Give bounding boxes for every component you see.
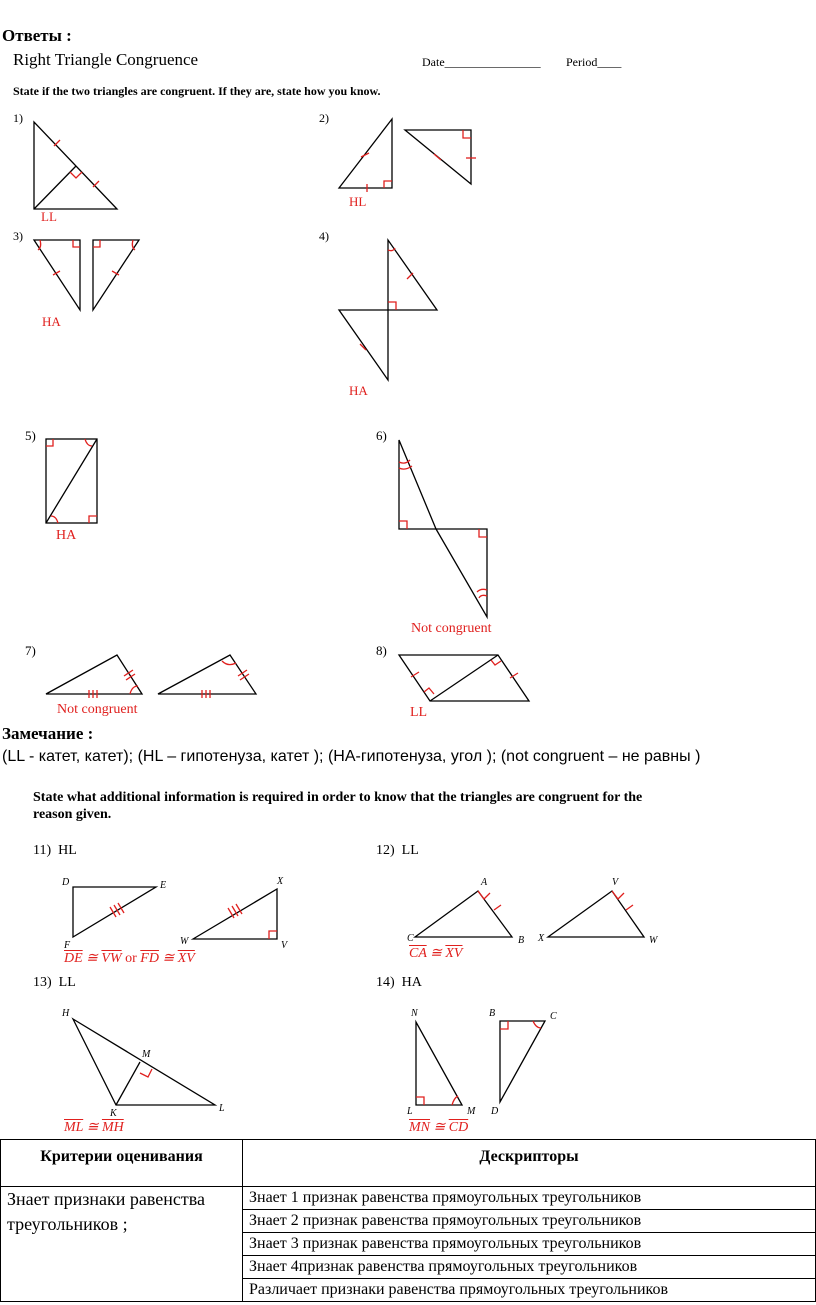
descriptor-row: Знает 4признак равенства прямоугольных треугольников: [243, 1256, 816, 1279]
problem-number: 7): [25, 643, 36, 658]
problem-number: 3): [13, 229, 23, 243]
vertex-label: W: [649, 935, 658, 946]
vertex-label: X: [277, 876, 284, 887]
problem-number: 1): [13, 111, 23, 125]
figure-2: [339, 119, 476, 192]
figure-1: [34, 122, 117, 209]
vertex-label: L: [407, 1106, 413, 1117]
answers-title: Ответы :: [2, 26, 72, 45]
descriptor-row: Знает 1 признак равенства прямоугольных треугольников: [243, 1187, 816, 1210]
figure-5: [46, 439, 97, 523]
answer-label: Not congruent: [57, 702, 138, 717]
criteria-table: [0, 1139, 816, 1302]
problem-number: 5): [25, 428, 36, 443]
answer-label: LL: [410, 705, 428, 720]
vertex-label: C: [550, 1011, 557, 1022]
period-label: Period____: [566, 55, 622, 69]
descriptors-header: Дескрипторы: [243, 1140, 816, 1187]
vertex-label: B: [518, 935, 525, 946]
instruction-additional-line2: reason given.: [33, 807, 112, 822]
figure-3: [34, 240, 139, 310]
note-title: Замечание :: [2, 724, 94, 743]
figure-14: [416, 1021, 545, 1105]
date-label: Date________________: [422, 55, 541, 69]
item-11-header: 11) HL: [33, 843, 77, 858]
vertex-label: B: [489, 1008, 496, 1019]
vertex-label: D: [491, 1106, 499, 1117]
problem-number: 6): [376, 428, 387, 443]
vertex-label: W: [180, 936, 189, 947]
answer-label: Not congruent: [411, 621, 492, 636]
figure-13: [73, 1019, 215, 1105]
figure-11: [73, 887, 277, 939]
vertex-label: C: [407, 933, 414, 944]
item-14-header: 14) HA: [376, 975, 422, 990]
problem-number: 4): [319, 229, 329, 243]
vertex-label: K: [110, 1108, 117, 1119]
figure-6: [399, 440, 487, 617]
descriptor-row: Различает признаки равенства прямоугольных треугольников: [243, 1279, 816, 1302]
item-12-header: 12) LL: [376, 843, 419, 858]
vertex-label: E: [160, 880, 167, 891]
problem-number: 2): [319, 111, 329, 125]
vertex-label: V: [612, 877, 619, 888]
answer-11: $\overline{DE}$ ≅ $\overline{VW}$ or $\overline{FD}$ ≅ $\overline{XV}$: [64, 951, 195, 966]
vertex-label: A: [481, 877, 488, 888]
answer-label: LL: [41, 209, 57, 224]
answer-label: HA: [42, 314, 61, 329]
figure-7: [46, 655, 256, 698]
figure-4: [339, 240, 437, 380]
criteria-header: Критерии оценивания: [1, 1140, 243, 1187]
descriptor-row: Знает 2 признак равенства прямоугольных треугольников: [243, 1210, 816, 1233]
item-13-header: 13) LL: [33, 975, 76, 990]
answer-label: HA: [56, 528, 77, 543]
note-text: (LL - катет, катет); (HL – гипотенуза, катет ); (HA-гипотенуза, угол ); (not congruent – не равны ): [2, 748, 701, 765]
answer-13: $\overline{ML}$ ≅ $\overline{MH}$: [64, 1120, 124, 1135]
instruction-congruence: State if the two triangles are congruent. If they are, state how you know.: [13, 84, 381, 98]
answer-label: HA: [349, 383, 368, 398]
vertex-label: L: [219, 1103, 225, 1114]
problem-number: 8): [376, 643, 387, 658]
answer-14: $\overline{MN}$ ≅ $\overline{CD}$: [409, 1120, 469, 1135]
worksheet-title: Right Triangle Congruence: [13, 50, 199, 69]
vertex-label: N: [411, 1008, 418, 1019]
criterion-cell: Знает признаки равенства треугольников ;: [1, 1187, 243, 1302]
vertex-label: F: [64, 940, 71, 951]
vertex-label: D: [62, 877, 70, 888]
descriptor-row: Знает 3 признак равенства прямоугольных треугольников: [243, 1233, 816, 1256]
figure-8: [399, 655, 529, 701]
figure-12: [415, 891, 644, 937]
vertex-label: M: [142, 1049, 151, 1060]
instruction-additional-line1: State what additional information is required in order to know that the triangles are congruent for the: [33, 790, 643, 805]
answer-12: $\overline{CA}$ ≅ $\overline{XV}$: [409, 946, 463, 961]
vertex-label: M: [467, 1106, 476, 1117]
answer-label: HL: [349, 194, 367, 209]
vertex-label: X: [538, 933, 545, 944]
vertex-label: H: [62, 1008, 70, 1019]
vertex-label: V: [281, 940, 288, 951]
